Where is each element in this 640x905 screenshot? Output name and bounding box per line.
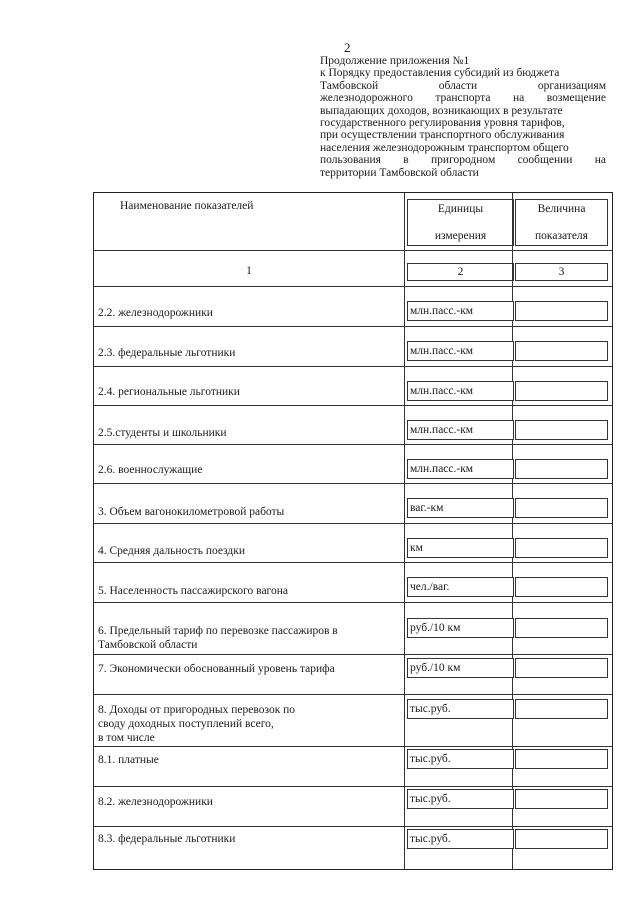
table-row: [94, 827, 612, 869]
header-name: Наименование показателей: [120, 200, 254, 212]
row-unit: км: [407, 538, 514, 558]
header-line: железнодорожного транспорта на возмещение: [320, 92, 607, 105]
row-value: [515, 618, 608, 638]
row-name: 4. Средняя дальность поездки: [98, 545, 246, 557]
row-value: [515, 789, 608, 809]
header-line: выпадающих доходов, возникающих в результате: [320, 104, 563, 117]
row-unit: тыс.руб.: [407, 789, 514, 809]
page-number: 2: [344, 40, 351, 55]
row-unit: руб./10 км: [407, 618, 514, 638]
row-value: [515, 658, 608, 678]
row-unit: млн.пасс.-км: [407, 301, 514, 321]
row-value: [515, 749, 608, 769]
row-value: [515, 301, 608, 321]
row-name: 2.2. железнодорожники: [98, 307, 213, 319]
table-row: [94, 747, 612, 787]
indicators-table: [93, 192, 613, 870]
row-value: [515, 420, 608, 440]
row-value: [515, 459, 608, 479]
row-unit: чел./ваг.: [407, 577, 514, 597]
header-line: при осуществлении транспортного обслуживания: [320, 129, 565, 142]
row-unit: млн.пасс.-км: [407, 341, 514, 361]
appendix-header-note: [320, 55, 606, 179]
row-value: [515, 699, 608, 719]
header-line: к Порядку предоставления субсидий из бюджета: [320, 67, 560, 80]
table-row: [94, 367, 612, 406]
table-header-row: [94, 193, 612, 251]
table-row: [94, 563, 612, 603]
row-unit: тыс.руб.: [407, 699, 514, 719]
row-value: [515, 577, 608, 597]
row-name: 8.1. платные: [98, 754, 159, 766]
row-unit: тыс.руб.: [407, 749, 514, 769]
table-row: [94, 484, 612, 524]
row-name: 7. Экономически обоснованный уровень тарифа: [98, 663, 335, 675]
row-value: [515, 381, 608, 401]
row-value: [515, 538, 608, 558]
row-name: 8.2. железнодорожники: [98, 796, 213, 808]
table-row: [94, 406, 612, 445]
table-row: [94, 603, 612, 655]
table-row: [94, 524, 612, 563]
row-value: [515, 829, 608, 849]
row-name: 6. Предельный тариф по перевозке пассажиров в Тамбовской области: [98, 625, 338, 651]
column-number: 1: [246, 265, 252, 277]
header-unit: Единицы измерения: [407, 199, 514, 246]
row-unit: млн.пасс.-км: [407, 459, 514, 479]
row-name: 3. Объем вагонокилометровой работы: [98, 506, 285, 518]
row-value: [515, 498, 608, 518]
row-name: 2.3. федеральные льготники: [98, 347, 236, 359]
row-name: 8. Доходы от пригородных перевозок по своду доходных поступлений всего, в том числе: [98, 704, 296, 744]
column-number-row: [94, 251, 612, 287]
table-row: [94, 695, 612, 747]
row-unit: ваг.-км: [407, 498, 514, 518]
column-number: 3: [515, 263, 608, 281]
header-value: Величина показателя: [515, 199, 608, 246]
row-name: 2.5.студенты и школьники: [98, 427, 227, 439]
row-unit: тыс.руб.: [407, 829, 514, 849]
row-unit: руб./10 км: [407, 658, 514, 678]
row-name: 2.4. региональные льготники: [98, 386, 240, 398]
header-line: Продолжение приложения №1: [320, 55, 470, 67]
header-line: Тамбовской области организациям: [320, 79, 606, 92]
row-name: 8.3. федеральные льготники: [98, 833, 236, 845]
header-line: государственного регулирования уровня тарифов,: [320, 117, 565, 130]
header-line: территории Тамбовской области: [320, 166, 479, 179]
header-line: населения железнодорожным транспортом общего: [320, 141, 569, 154]
table-row: [94, 445, 612, 484]
table-row: [94, 787, 612, 827]
table-row: [94, 655, 612, 695]
table-row: [94, 327, 612, 367]
header-line: пользования в пригородном сообщении на: [320, 154, 607, 167]
row-unit: млн.пасс.-км: [407, 381, 514, 401]
column-number: 2: [407, 263, 514, 281]
row-value: [515, 341, 608, 361]
row-name: 2.6. военнослужащие: [98, 464, 203, 476]
row-unit: млн.пасс.-км: [407, 420, 514, 440]
table-row: [94, 287, 612, 327]
row-name: 5. Населенность пассажирского вагона: [98, 585, 288, 597]
